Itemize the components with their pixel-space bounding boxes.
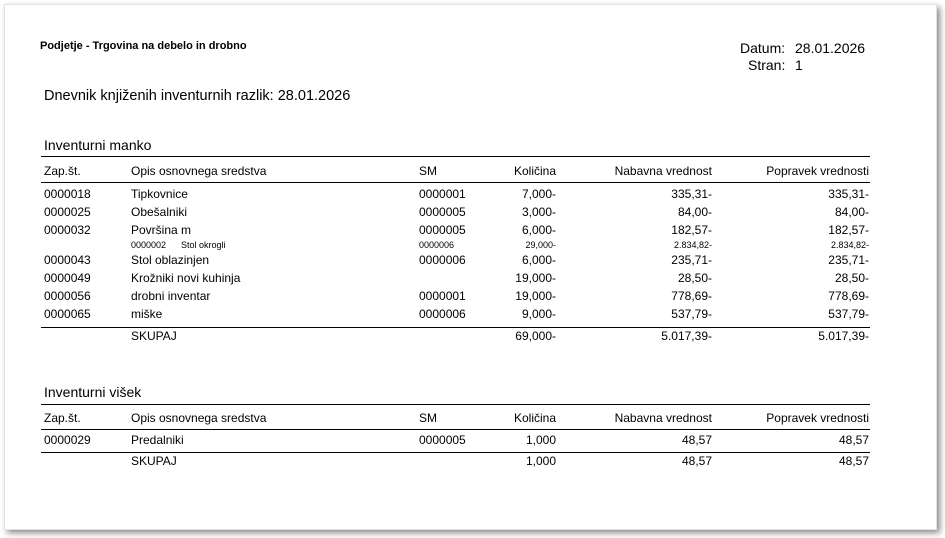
cell-opis: Stol okrogli xyxy=(181,240,226,250)
section-title-visek: Inventurni višek xyxy=(44,384,142,400)
table-row xyxy=(0,205,945,221)
date-label: Datum: xyxy=(740,40,786,56)
col-header-nabavna: Nabavna vrednost xyxy=(614,411,712,425)
cell-kolicina: 7,000- xyxy=(521,187,556,201)
cell-zap: 0000002 xyxy=(131,240,167,250)
cell-nabavna: 28,50- xyxy=(677,271,712,285)
cell-nabavna: 84,00- xyxy=(677,205,712,219)
cell-popravek: 537,79- xyxy=(828,307,869,321)
total-label: SKUPAJ xyxy=(131,329,177,343)
cell-opis: Tipkovnice xyxy=(131,187,188,201)
col-header-opis: Opis osnovnega sredstva xyxy=(131,411,267,425)
total-popravek: 48,57 xyxy=(838,454,869,468)
cell-popravek: 778,69- xyxy=(828,289,869,303)
cell-zap: 0000018 xyxy=(44,187,91,201)
cell-popravek: 84,00- xyxy=(834,205,869,219)
cell-opis: drobni inventar xyxy=(131,289,211,303)
total-label: SKUPAJ xyxy=(131,454,177,468)
cell-kolicina: 3,000- xyxy=(521,205,556,219)
cell-sm: 0000006 xyxy=(419,240,455,250)
cell-nabavna: 335,31- xyxy=(671,187,712,201)
divider xyxy=(41,404,870,405)
col-header-kolicina: Količina xyxy=(513,411,556,425)
cell-popravek: 335,31- xyxy=(828,187,869,201)
cell-nabavna: 2.834,82- xyxy=(673,240,712,250)
cell-zap: 0000032 xyxy=(44,223,91,237)
cell-popravek: 2.834,82- xyxy=(830,240,869,250)
col-header-zap: Zap.št. xyxy=(44,411,81,425)
cell-kolicina: 6,000- xyxy=(521,253,556,267)
cell-opis: Predalniki xyxy=(131,433,184,447)
col-header-sm: SM xyxy=(419,411,437,425)
cell-nabavna: 48,57 xyxy=(681,433,712,447)
table-row xyxy=(0,187,945,203)
cell-sm: 0000001 xyxy=(419,187,466,201)
cell-sm: 0000001 xyxy=(419,289,466,303)
cell-opis: Površina m xyxy=(131,223,192,237)
table-header-manko xyxy=(0,164,945,180)
cell-zap: 0000056 xyxy=(44,289,91,303)
report-title: Dnevnik knjiženih inventurnih razlik: 28.01.2026 xyxy=(44,88,351,104)
divider xyxy=(41,429,870,430)
table-row xyxy=(0,253,945,269)
cell-zap: 0000029 xyxy=(44,433,91,447)
cell-nabavna: 778,69- xyxy=(671,289,712,303)
cell-kolicina: 29,000- xyxy=(525,240,556,250)
total-nabavna: 5.017,39- xyxy=(661,329,712,343)
cell-kolicina: 19,000- xyxy=(515,271,556,285)
divider xyxy=(41,182,870,183)
cell-opis: Obešalniki xyxy=(131,205,188,219)
col-header-kolicina: Količina xyxy=(513,164,556,178)
date-value: 28.01.2026 xyxy=(795,40,866,56)
total-row-manko xyxy=(0,329,945,345)
table-row xyxy=(0,271,945,287)
cell-sm: 0000005 xyxy=(419,223,466,237)
col-header-popravek: Popravek vrednosti xyxy=(766,164,869,178)
cell-kolicina: 6,000- xyxy=(521,223,556,237)
total-kolicina: 69,000- xyxy=(515,329,556,343)
cell-nabavna: 182,57- xyxy=(671,223,712,237)
cell-nabavna: 537,79- xyxy=(671,307,712,321)
cell-popravek: 235,71- xyxy=(828,253,869,267)
company-name: Podjetje - Trgovina na debelo in drobno xyxy=(40,40,247,52)
cell-popravek: 28,50- xyxy=(834,271,869,285)
cell-zap: 0000065 xyxy=(44,307,91,321)
cell-kolicina: 19,000- xyxy=(515,289,556,303)
cell-opis: miške xyxy=(131,307,163,321)
total-kolicina: 1,000 xyxy=(525,454,556,468)
table-row xyxy=(0,433,945,449)
total-popravek: 5.017,39- xyxy=(818,329,869,343)
cell-zap: 0000025 xyxy=(44,205,91,219)
cell-opis: Stol oblazinjen xyxy=(131,253,210,267)
col-header-popravek: Popravek vrednosti xyxy=(766,411,869,425)
cell-sm: 0000006 xyxy=(419,307,466,321)
table-row xyxy=(0,223,945,239)
page-label: Stran: xyxy=(748,57,786,73)
cell-zap: 0000049 xyxy=(44,271,91,285)
cell-kolicina: 1,000 xyxy=(525,433,556,447)
cell-kolicina: 9,000- xyxy=(521,307,556,321)
col-header-sm: SM xyxy=(419,164,437,178)
cell-popravek: 48,57 xyxy=(838,433,869,447)
table-row xyxy=(0,289,945,305)
col-header-nabavna: Nabavna vrednost xyxy=(614,164,712,178)
table-header-visek xyxy=(0,411,945,427)
section-title-manko: Inventurni manko xyxy=(44,137,152,153)
total-row-visek xyxy=(0,454,945,470)
cell-popravek: 182,57- xyxy=(828,223,869,237)
cell-zap: 0000043 xyxy=(44,253,91,267)
cell-opis: Krožniki novi kuhinja xyxy=(131,271,241,285)
cell-nabavna: 235,71- xyxy=(671,253,712,267)
cell-sm: 0000005 xyxy=(419,205,466,219)
divider xyxy=(41,156,870,157)
page-number: 1 xyxy=(795,57,803,73)
total-nabavna: 48,57 xyxy=(681,454,712,468)
divider xyxy=(41,327,870,328)
cell-sm: 0000006 xyxy=(419,253,466,267)
divider xyxy=(41,452,870,453)
cell-sm: 0000005 xyxy=(419,433,466,447)
table-row xyxy=(0,307,945,323)
col-header-opis: Opis osnovnega sredstva xyxy=(131,164,267,178)
col-header-zap: Zap.št. xyxy=(44,164,81,178)
